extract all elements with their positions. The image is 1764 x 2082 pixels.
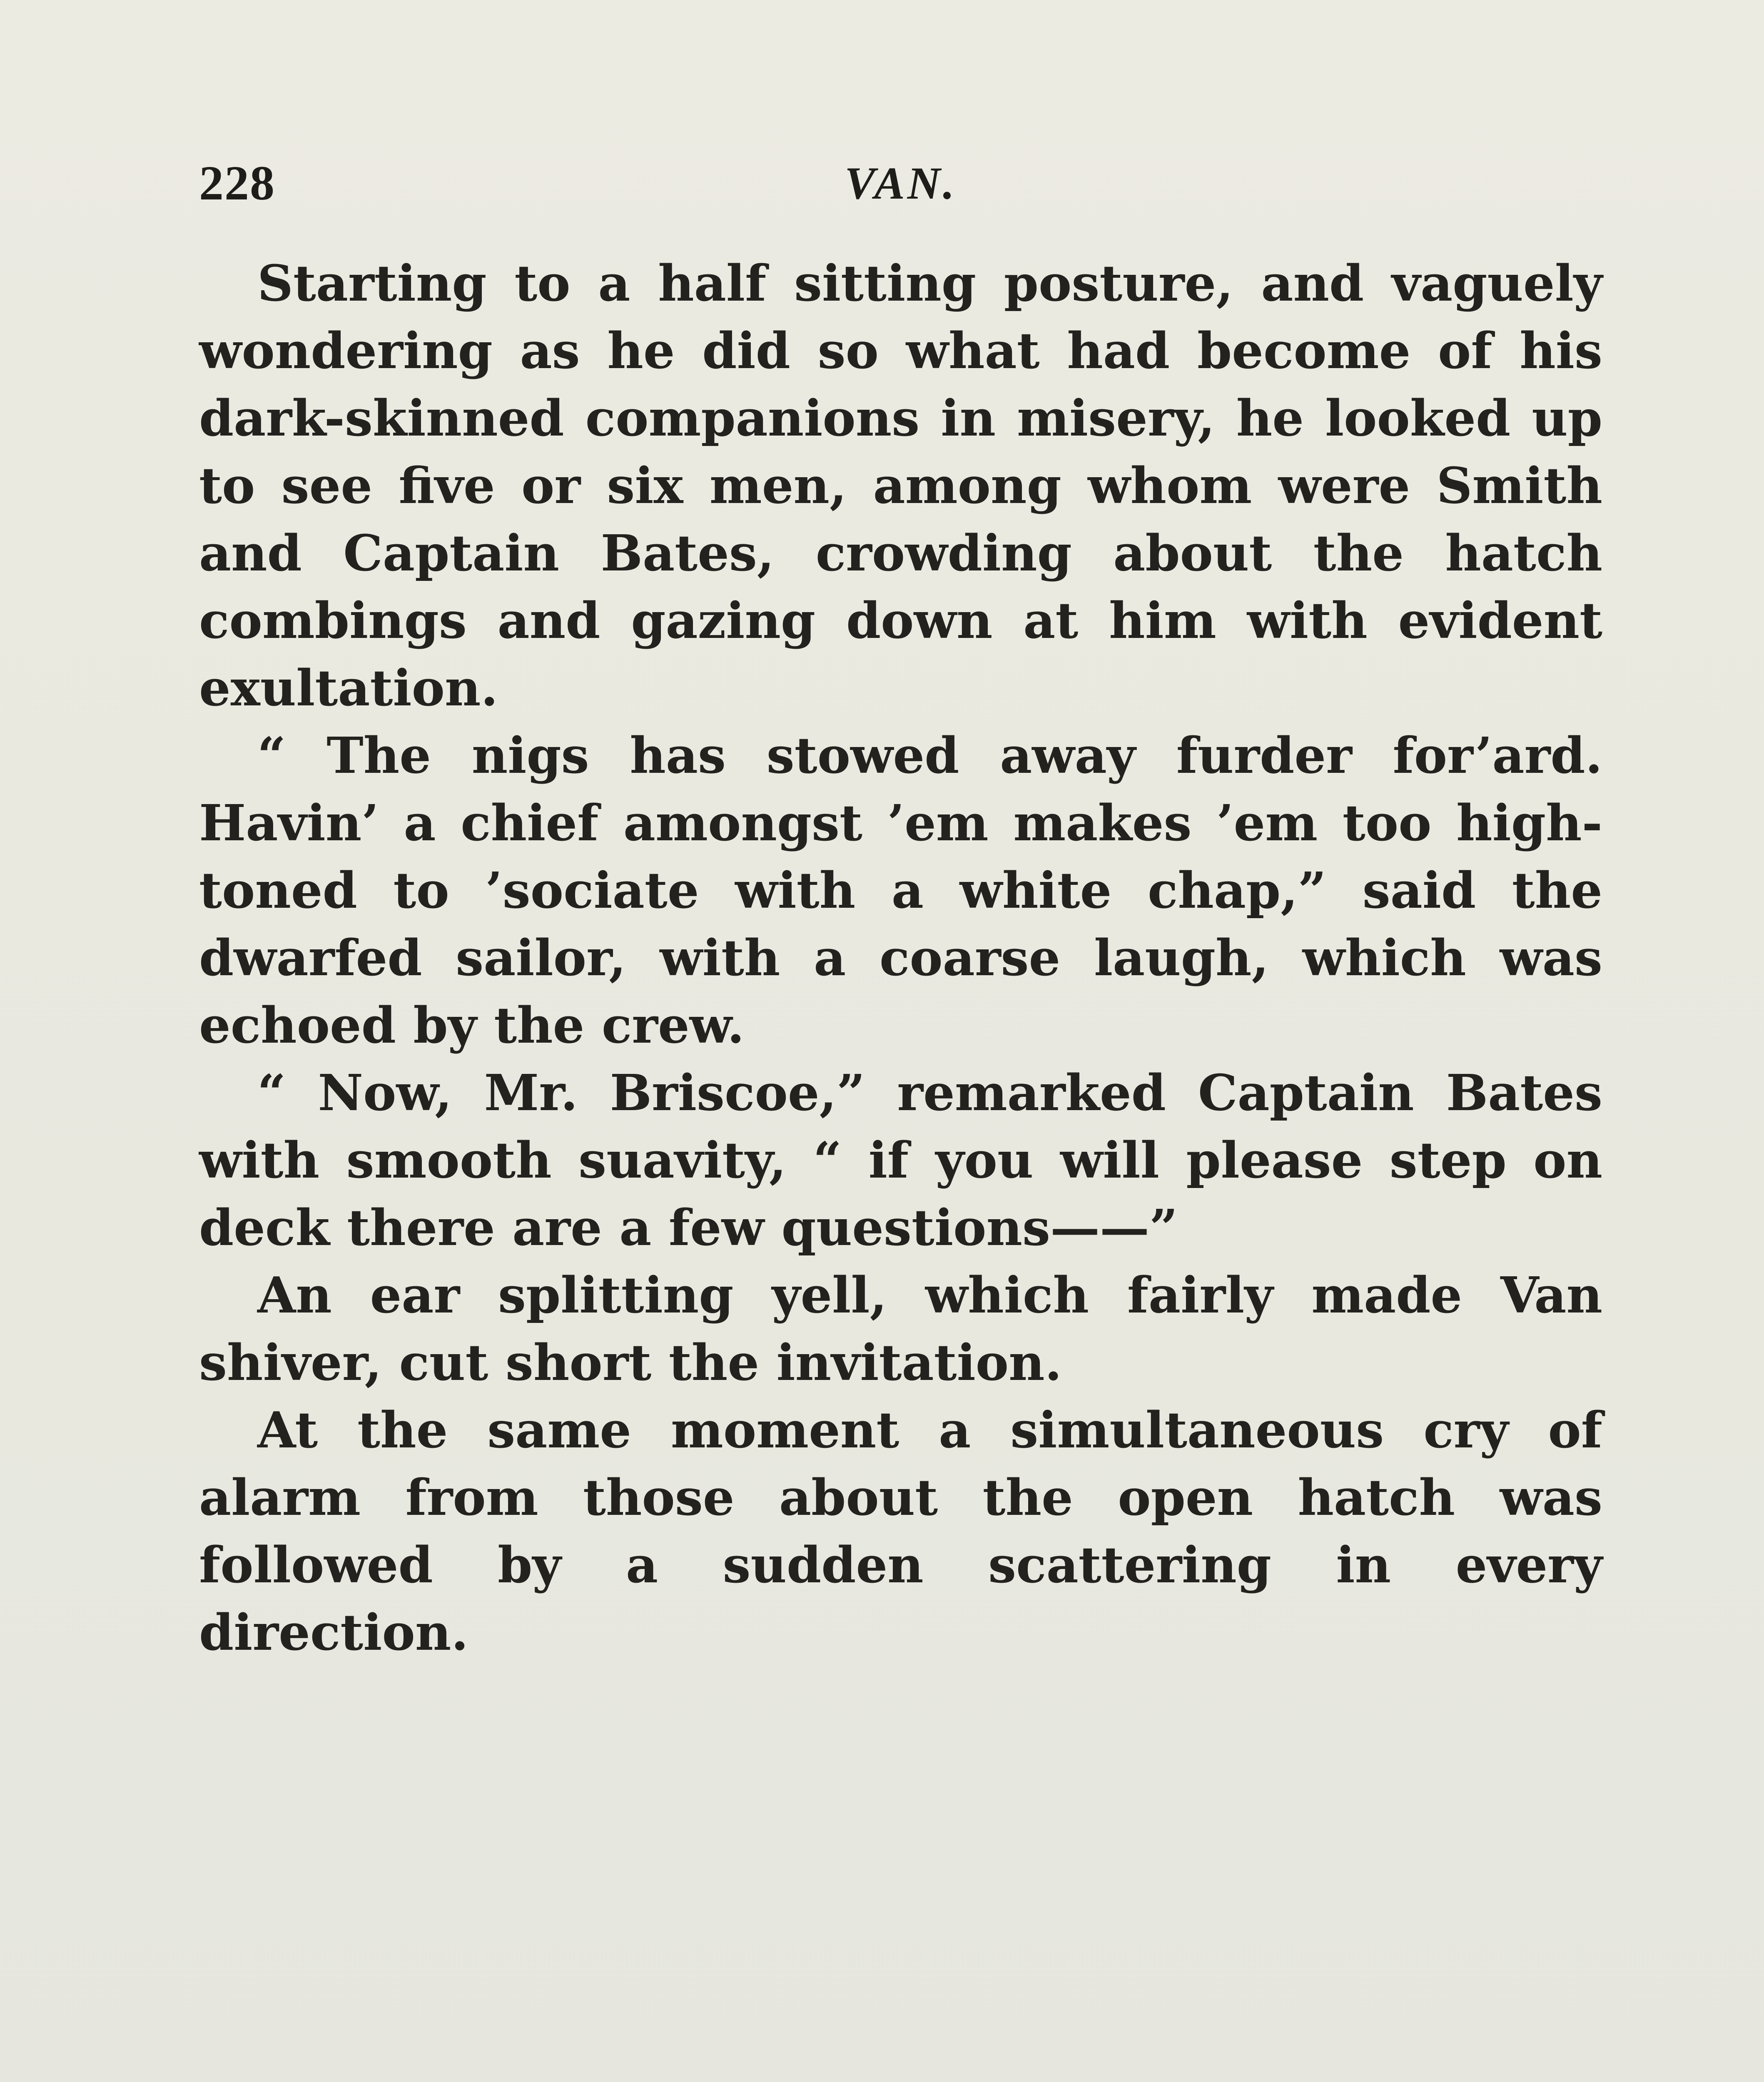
running-head [199,150,1602,217]
paragraph: “ Now, Mr. Briscoe,” remarked Captain Bates with smooth suavity, “ if you will please step on deck there are a few questions——” [199,1064,1602,1257]
page-number: 228 [199,156,275,210]
paragraph: An ear splitting yell, which fairly made Van shiver, cut short the invitation. [199,1266,1602,1392]
body-text [199,250,1602,1666]
paragraph: Starting to a half sitting posture, and vaguely wondering as he did so what had become of his dark-skinned companions in misery, he looked up to see five or six men, among whom were Smith and Captain Bates, crowding about the hatch combings and gazing down at him with evident exultation. [199,254,1602,717]
paragraph: At the same moment a simultaneous cry of alarm from those about the open hatch was followed by a sudden scattering in every direction. [199,1401,1602,1662]
running-title: VAN. [845,158,957,209]
paragraph: “ The nigs has stowed away furder for’ard. Havin’ a chief amongst ’em makes ’em too high-toned to ’sociate with a white chap,” said the dwarfed sailor, with a coarse laugh, which was echoed by the crew. [199,727,1602,1055]
